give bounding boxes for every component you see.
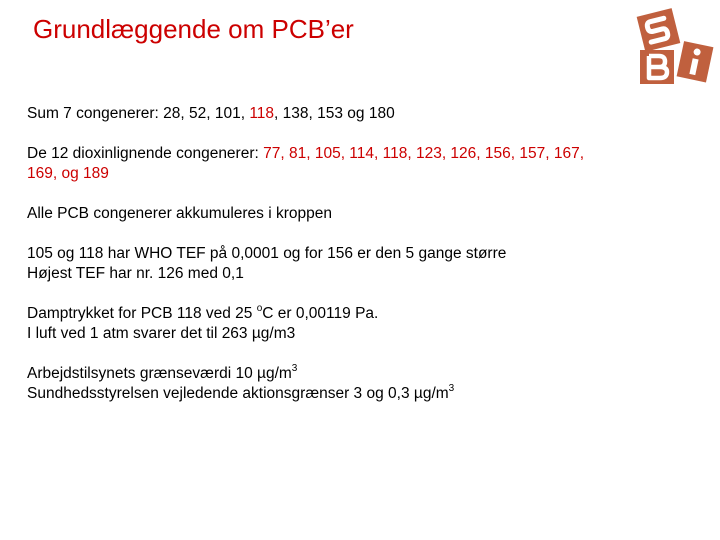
paragraph-accumulate: Alle PCB congenerer akkumuleres i kroppen: [27, 205, 332, 222]
logo-block-b: [640, 50, 674, 84]
slide-body: [27, 104, 707, 424]
paragraph-dioxin-like: De 12 dioxinlignende congenerer: 77, 81, 105, 114, 118, 123, 126, 156, 157, 167, 169, og 189: [27, 145, 585, 182]
paragraph-tef: 105 og 118 har WHO TEF på 0,0001 og for 156 er den 5 gange større Højest TEF har nr. 126 med 0,1: [27, 245, 507, 282]
paragraph-vapor-pressure: Damptrykket for PCB 118 ved 25 $^o$C er 0,00119 Pa. I luft ved 1 atm svarer det til 263 µg/m3: [27, 302, 379, 342]
paragraph-limit-values: Arbejdstilsynets grænseværdi 10 $\mu g/m^3$ Sundhedsstyrelsen vejledende aktionsgrænser 3 og 0,3 $\mu g/m^3$: [27, 362, 455, 402]
logo-block-i: [677, 41, 714, 82]
logo-block-s: [637, 8, 681, 52]
slide-title: Grundlæggende om PCB’er: [33, 14, 354, 44]
sbi-logo: [636, 6, 716, 88]
paragraph-sum-congeners: Sum 7 congenerer: 28, 52, 101, 118, 138, 153 og 180: [27, 105, 395, 122]
highlight-118: 118: [249, 105, 275, 122]
